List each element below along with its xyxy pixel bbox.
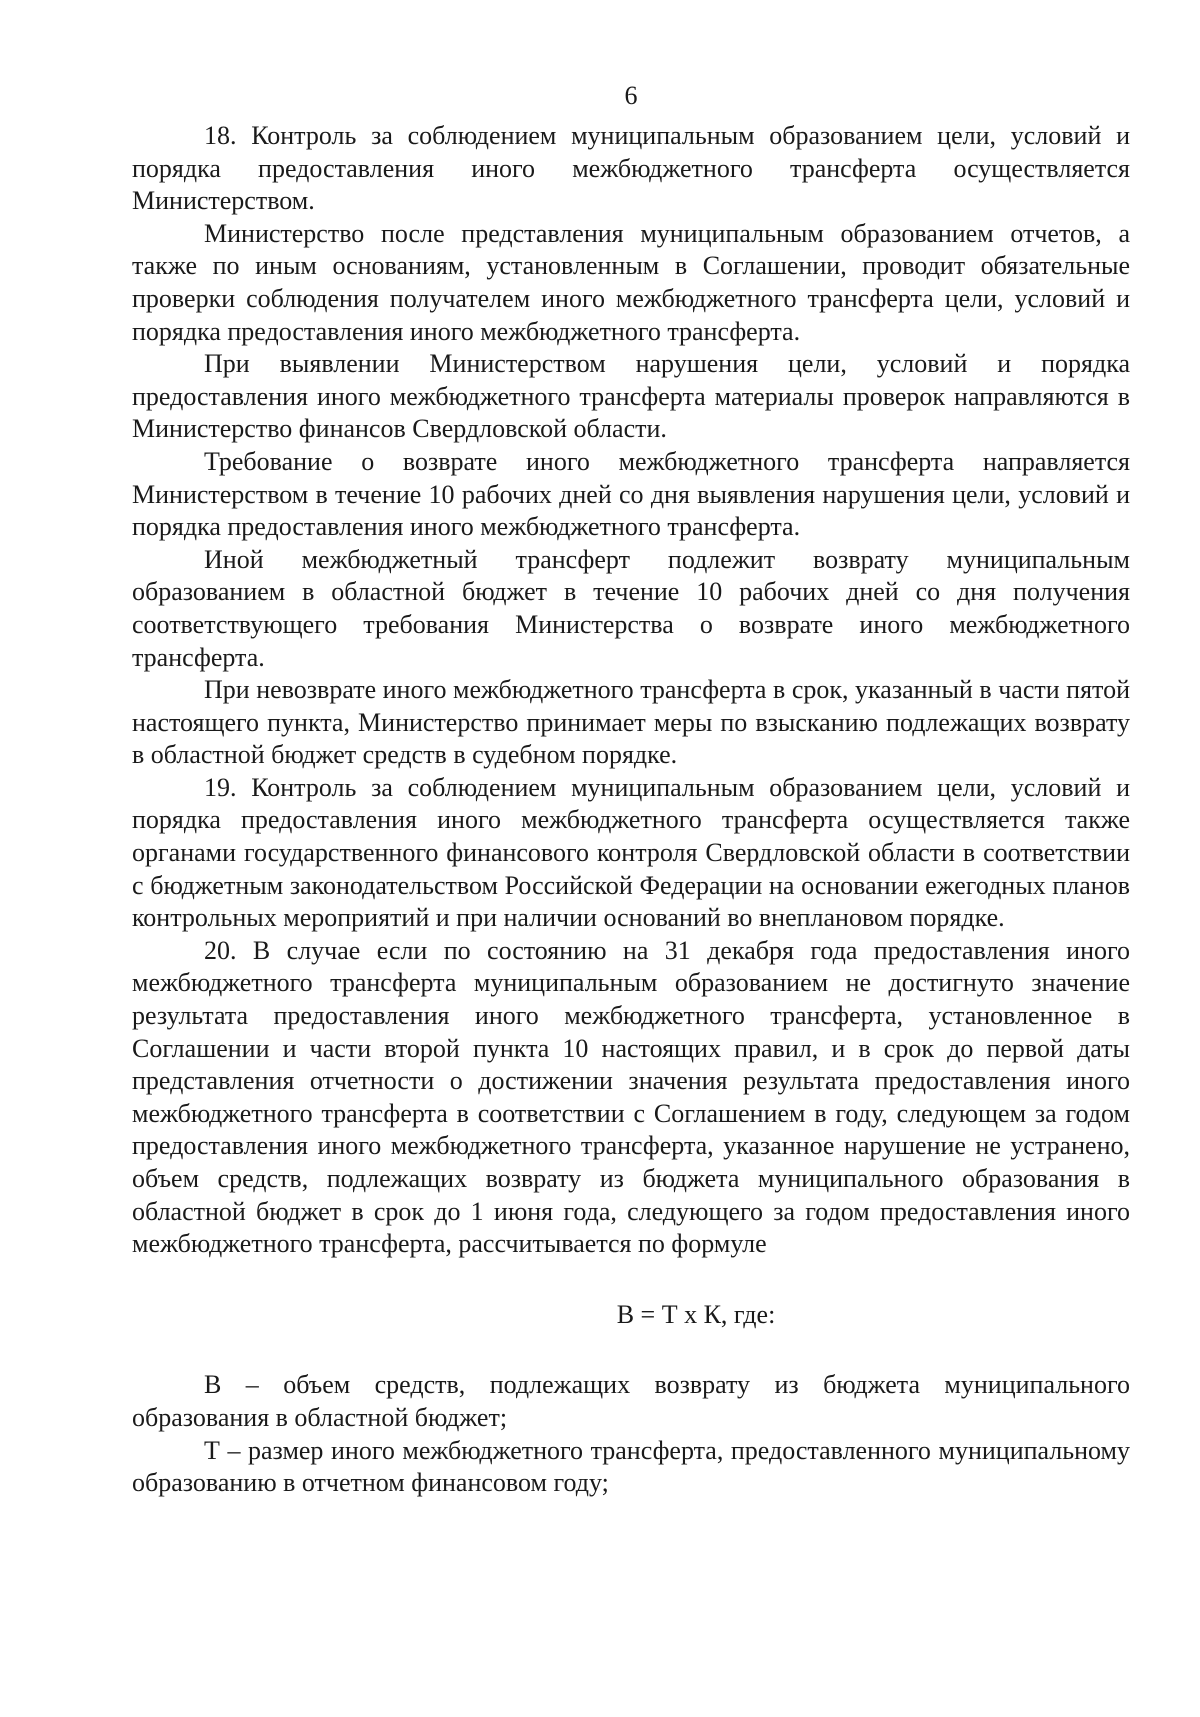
paragraph-ministry-checks: Министерство после представления муниципальным образованием отчетов, а также по иным основаниям, установленным в Соглашении, проводит обязательные проверки соблюдения получателем иного межбюджетного трансферта цели, условий и порядка предоставления иного межбюджетного трансферта. [132, 218, 1130, 346]
paragraph-19: 19. Контроль за соблюдением муниципальным образованием цели, условий и порядка предоставления иного межбюджетного трансферта осуществляется также органами государственного финансового контроля Свердловской области в соответствии с бюджетным законодательством Российской Федерации на основании ежегодных планов контрольных мероприятий и при наличии оснований во внеплановом порядке. [132, 772, 1130, 933]
paragraph-non-return: При невозврате иного межбюджетного трансферта в срок, указанный в части пятой настоящего пункта, Министерство принимает меры по взысканию подлежащих возврату в областной бюджет средств в судебном порядке. [132, 675, 1130, 770]
paragraph-return-demand: Требование о возврате иного межбюджетного трансферта направляется Министерством в течение 10 рабочих дней со дня выявления нарушения цели, условий и порядка предоставления иного межбюджетного трансферта. [132, 446, 1130, 542]
definition-t: Т – размер иного межбюджетного трансферта, предоставленного муниципальному образованию в отчетном финансовом году; [132, 1435, 1130, 1498]
formula: В = Т х К, где: [616, 1299, 776, 1329]
paragraph-18: 18. Контроль за соблюдением муниципальным образованием цели, условий и порядка предоставления иного межбюджетного трансферта осуществляется Министерством. [132, 121, 1130, 216]
paragraph-20: 20. В случае если по состоянию на 31 декабря года предоставления иного межбюджетного трансферта муниципальным образованием не достигнуто значение результата предоставления иного межбюджетного трансферта, установленное в Соглашении и части второй пункта 10 настоящих правил, и в срок до первой даты представления отчетности о достижении значения результата предоставления иного межбюджетного трансферта в соответствии с Соглашением в году, следующем за годом предоставления иного межбюджетного трансферта, указанное нарушение не устранено, объем средств, подлежащих возврату из бюджета муниципального образования в областной бюджет в срок до 1 июня года, следующего за годом предоставления иного межбюджетного трансферта, рассчитывается по формуле [132, 935, 1130, 1259]
paragraph-return-deadline: Иной межбюджетный трансферт подлежит возврату муниципальным образованием в областной бюджет в течение 10 рабочих дней со дня получения соответствующего требования Министерства о возврате иного межбюджетного трансферта. [132, 544, 1130, 672]
page-number: 6 [624, 81, 638, 110]
definition-v: В – объем средств, подлежащих возврату из бюджета муниципального образования в областной бюджет; [132, 1370, 1130, 1432]
paragraph-violations: При выявлении Министерством нарушения цели, условий и порядка предоставления иного межбюджетного трансферта материалы проверок направляются в Министерство финансов Свердловской области. [132, 349, 1130, 444]
